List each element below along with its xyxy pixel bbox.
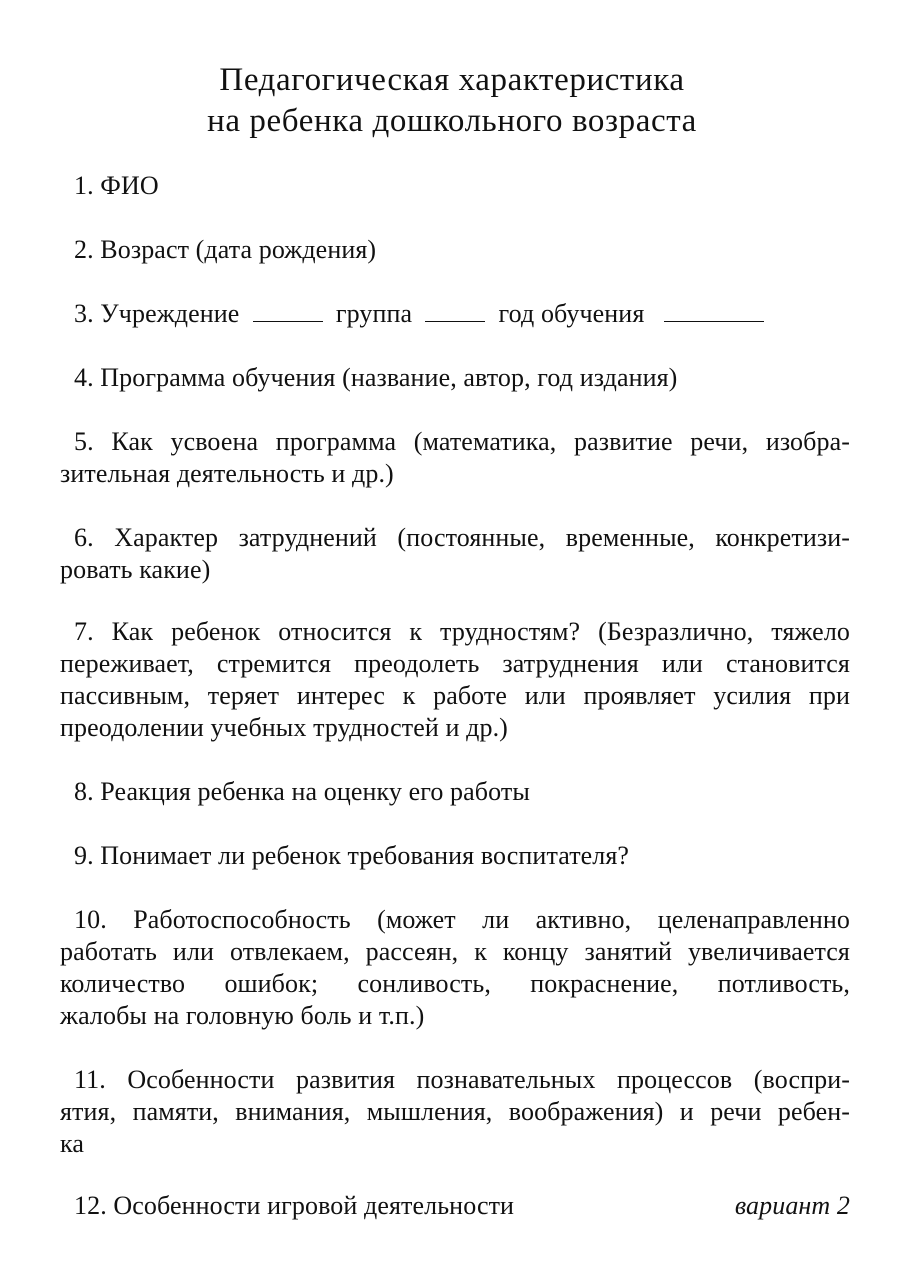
item-1-full-name xyxy=(60,170,850,202)
variant-label: вариант 2 xyxy=(734,1191,850,1220)
item-7-attitude xyxy=(60,616,850,744)
item-line: преодолении учебных трудностей и др.) xyxy=(60,713,508,742)
institution-blank xyxy=(253,299,323,322)
group-blank xyxy=(425,299,485,322)
item-line: 5. Как усвоена программа (математика, развитие речи, изобра- xyxy=(74,427,850,456)
item-line: 2. Возраст (дата рождения) xyxy=(74,235,377,264)
item-8-reaction xyxy=(60,776,850,808)
item-line: работать или отвлекаем, рассеян, к концу занятий увеличивается xyxy=(60,937,850,966)
item-line: 4. Программа обучения (название, автор, год издания) xyxy=(74,363,678,392)
item-line: 7. Как ребенок относится к трудностям? (Безразлично, тяжело xyxy=(74,617,850,646)
item-line: зительная деятельность и др.) xyxy=(60,459,394,488)
item-4-program xyxy=(60,362,850,394)
item-5-mastery xyxy=(60,426,850,490)
item-line: 10. Работоспособность (может ли активно, целенаправленно xyxy=(74,905,850,934)
item-9-understanding xyxy=(60,840,850,872)
title-line-2: на ребенка дошкольного возраста xyxy=(207,103,697,139)
institution-label: 3. Учреждение xyxy=(74,299,240,328)
item-line: 6. Характер затруднений (постоянные, временные, конкретизи- xyxy=(74,523,850,552)
item-12-play xyxy=(60,1190,850,1222)
item-line: 8. Реакция ребенка на оценку его работы xyxy=(74,777,530,806)
item-line: жалобы на головную боль и т.п.) xyxy=(60,1001,425,1030)
item-3-institution xyxy=(60,298,850,330)
item-11-cognitive xyxy=(60,1064,850,1160)
item-line: ка xyxy=(60,1129,84,1158)
item-line: количество ошибок; сонливость, покраснение, потливость, xyxy=(60,969,850,998)
study-year-label: год обучения xyxy=(498,299,645,328)
item-10-work-capacity xyxy=(60,904,850,1032)
item-line: ровать какие) xyxy=(60,555,211,584)
item-6-difficulties xyxy=(60,522,850,586)
item-line: ятия, памяти, внимания, мышления, воображения) и речи ребен- xyxy=(60,1097,850,1126)
page-title xyxy=(0,60,904,142)
item-line xyxy=(60,298,850,330)
item-2-age xyxy=(60,234,850,266)
study-year-blank xyxy=(664,299,764,322)
item-line: 11. Особенности развития познавательных процессов (воспри- xyxy=(74,1065,850,1094)
item-line: 9. Понимает ли ребенок требования воспитателя? xyxy=(74,841,630,870)
item-line: 12. Особенности игровой деятельности xyxy=(74,1191,515,1220)
item-line: 1. ФИО xyxy=(74,171,159,200)
title-line-1: Педагогическая характеристика xyxy=(219,62,685,98)
group-label: группа xyxy=(335,299,413,328)
item-line: пассивным, теряет интерес к работе или проявляет усилия при xyxy=(60,681,850,710)
item-line: переживает, стремится преодолеть затруднения или становится xyxy=(60,649,850,678)
